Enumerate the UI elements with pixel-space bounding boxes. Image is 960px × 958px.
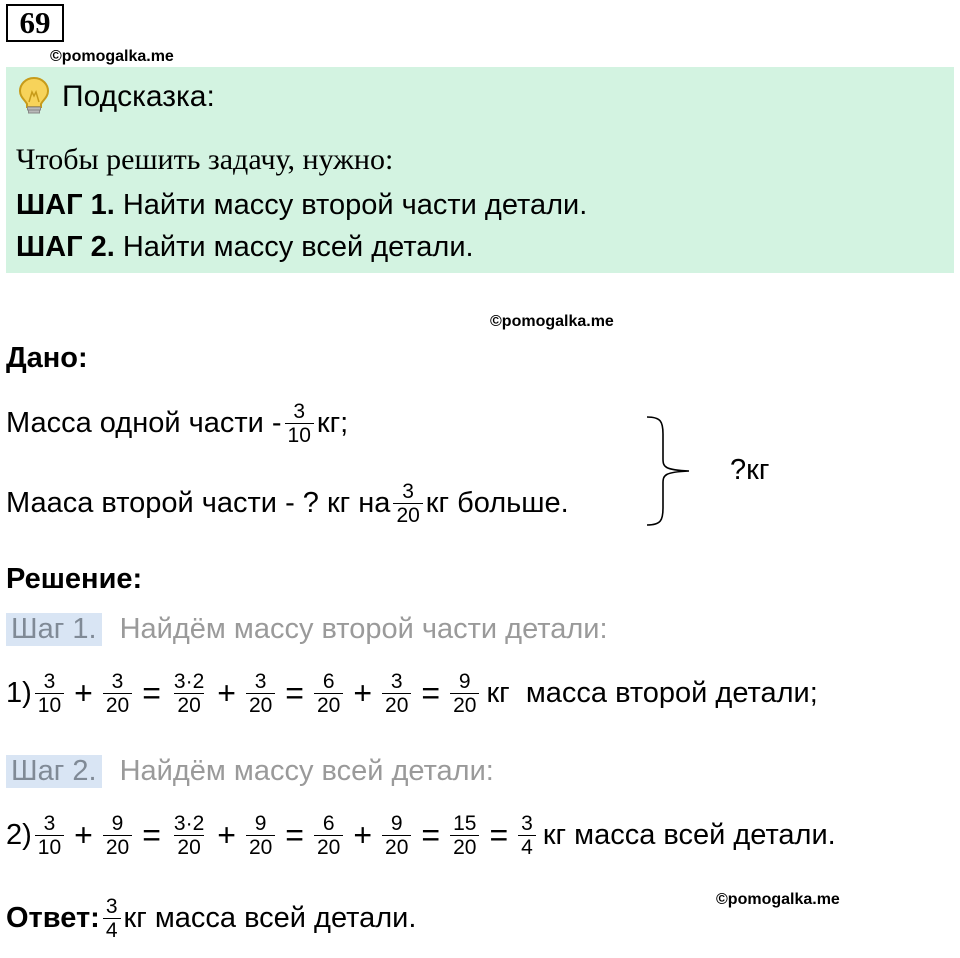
operator: = bbox=[142, 817, 161, 853]
fraction bbox=[285, 400, 314, 447]
fraction-numerator: 3 bbox=[390, 670, 403, 693]
equation-1-prefix: 1) bbox=[6, 677, 32, 709]
hint-intro: Чтобы решить задачу, нужно: bbox=[16, 143, 394, 176]
operator: = bbox=[285, 675, 304, 711]
curly-brace bbox=[645, 414, 695, 528]
fraction-numerator: 9 bbox=[390, 812, 403, 835]
hint-step-1-text: Найти массу второй части детали. bbox=[122, 189, 588, 221]
fraction-denominator: 4 bbox=[103, 918, 121, 942]
fraction-denominator: 20 bbox=[103, 693, 132, 717]
fraction-denominator: 20 bbox=[246, 693, 275, 717]
operator: + bbox=[74, 675, 93, 711]
fraction-numerator: 6 bbox=[322, 812, 335, 835]
watermark-middle: ©pomogalka.me bbox=[490, 313, 614, 330]
fraction-denominator: 20 bbox=[174, 693, 203, 717]
given-heading: Дано: bbox=[6, 342, 88, 374]
fraction-denominator: 20 bbox=[174, 835, 203, 859]
equation-1 bbox=[6, 670, 818, 717]
fraction-denominator: 4 bbox=[518, 835, 536, 859]
fraction-numerator: 3·2 bbox=[173, 670, 205, 693]
equation-2-prefix: 2) bbox=[6, 819, 32, 851]
answer-line bbox=[6, 895, 416, 942]
fraction bbox=[246, 812, 275, 859]
fraction bbox=[382, 812, 411, 859]
fraction bbox=[103, 670, 132, 717]
step-1-label: Шаг 1. bbox=[6, 613, 102, 646]
fraction bbox=[35, 670, 64, 717]
fraction bbox=[171, 812, 207, 859]
fraction-numerator: 9 bbox=[111, 812, 124, 835]
task-number: 69 bbox=[6, 4, 64, 42]
brace-result: ?кг bbox=[730, 454, 770, 486]
operator: = bbox=[285, 817, 304, 853]
fraction bbox=[382, 670, 411, 717]
fraction-numerator: 15 bbox=[453, 812, 477, 835]
operator: + bbox=[353, 817, 373, 853]
fraction bbox=[246, 670, 275, 717]
fraction-denominator: 20 bbox=[382, 693, 411, 717]
fraction-denominator: 10 bbox=[35, 693, 64, 717]
solution-heading: Решение: bbox=[6, 563, 143, 595]
fraction-numerator: 3 bbox=[293, 400, 306, 423]
fraction-denominator: 10 bbox=[285, 423, 314, 447]
hint-step-2-text: Найти массу всей детали. bbox=[122, 231, 474, 263]
fraction-numerator: 3·2 bbox=[173, 812, 205, 835]
fraction bbox=[314, 812, 343, 859]
fraction bbox=[393, 480, 422, 527]
step-2-text: Найдём массу всей детали: bbox=[119, 755, 494, 787]
fraction-numerator: 3 bbox=[43, 670, 56, 693]
operator: = bbox=[421, 675, 441, 711]
fraction-denominator: 20 bbox=[314, 693, 343, 717]
given-line-1-suffix: кг; bbox=[316, 407, 349, 439]
equation-2-suffix: кг масса всей детали. bbox=[542, 819, 836, 851]
operator: = bbox=[421, 817, 441, 853]
equation-1-suffix: кг масса второй детали; bbox=[486, 677, 818, 709]
solution-step-2 bbox=[6, 755, 494, 788]
fraction bbox=[450, 670, 479, 717]
fraction-denominator: 10 bbox=[35, 835, 64, 859]
answer-text: кг масса всей детали. bbox=[123, 902, 417, 934]
given-line-1 bbox=[6, 400, 348, 447]
fraction-denominator: 20 bbox=[103, 835, 132, 859]
fraction-denominator: 20 bbox=[450, 693, 479, 717]
fraction bbox=[103, 895, 121, 942]
hint-title: Подсказка: bbox=[62, 80, 215, 113]
hint-step-1 bbox=[16, 189, 587, 222]
fraction-denominator: 20 bbox=[246, 835, 275, 859]
hint-step-2 bbox=[16, 231, 474, 264]
given-line-1-prefix: Масса одной части - bbox=[6, 407, 282, 439]
equation-2 bbox=[6, 812, 836, 859]
step-2-label: Шаг 2. bbox=[6, 755, 102, 788]
fraction-numerator: 3 bbox=[402, 480, 414, 503]
operator: + bbox=[217, 675, 236, 711]
given-line-2-suffix: кг больше. bbox=[425, 487, 569, 519]
fraction-denominator: 20 bbox=[314, 835, 343, 859]
operator: + bbox=[217, 817, 236, 853]
lightbulb-icon bbox=[18, 76, 50, 116]
hint-step-2-label: ШАГ 2. bbox=[16, 231, 115, 263]
fraction-numerator: 3 bbox=[521, 812, 533, 835]
fraction-numerator: 9 bbox=[254, 812, 267, 835]
fraction-numerator: 3 bbox=[111, 670, 124, 693]
hint-step-1-label: ШАГ 1. bbox=[16, 189, 115, 221]
given-line-2 bbox=[6, 480, 569, 527]
fraction bbox=[35, 812, 64, 859]
solution-step-1 bbox=[6, 613, 608, 646]
fraction-denominator: 20 bbox=[393, 503, 422, 527]
answer-label: Ответ: bbox=[6, 902, 100, 934]
fraction-denominator: 20 bbox=[382, 835, 411, 859]
operator: = bbox=[142, 675, 161, 711]
step-1-text: Найдём массу второй части детали: bbox=[119, 613, 608, 645]
operator: + bbox=[353, 675, 373, 711]
fraction bbox=[171, 670, 207, 717]
fraction-numerator: 3 bbox=[254, 670, 267, 693]
fraction-numerator: 3 bbox=[105, 895, 118, 918]
fraction bbox=[518, 812, 536, 859]
fraction-numerator: 9 bbox=[458, 670, 471, 693]
watermark-top: ©pomogalka.me bbox=[50, 48, 174, 65]
fraction bbox=[103, 812, 132, 859]
fraction bbox=[450, 812, 479, 859]
watermark-bottom: ©pomogalka.me bbox=[716, 891, 840, 908]
fraction bbox=[314, 670, 343, 717]
fraction-denominator: 20 bbox=[450, 835, 479, 859]
operator: + bbox=[74, 817, 93, 853]
fraction-numerator: 6 bbox=[322, 670, 335, 693]
operator: = bbox=[489, 817, 509, 853]
given-line-2-prefix: Мааса второй части - ? кг на bbox=[6, 487, 391, 519]
fraction-numerator: 3 bbox=[43, 812, 56, 835]
